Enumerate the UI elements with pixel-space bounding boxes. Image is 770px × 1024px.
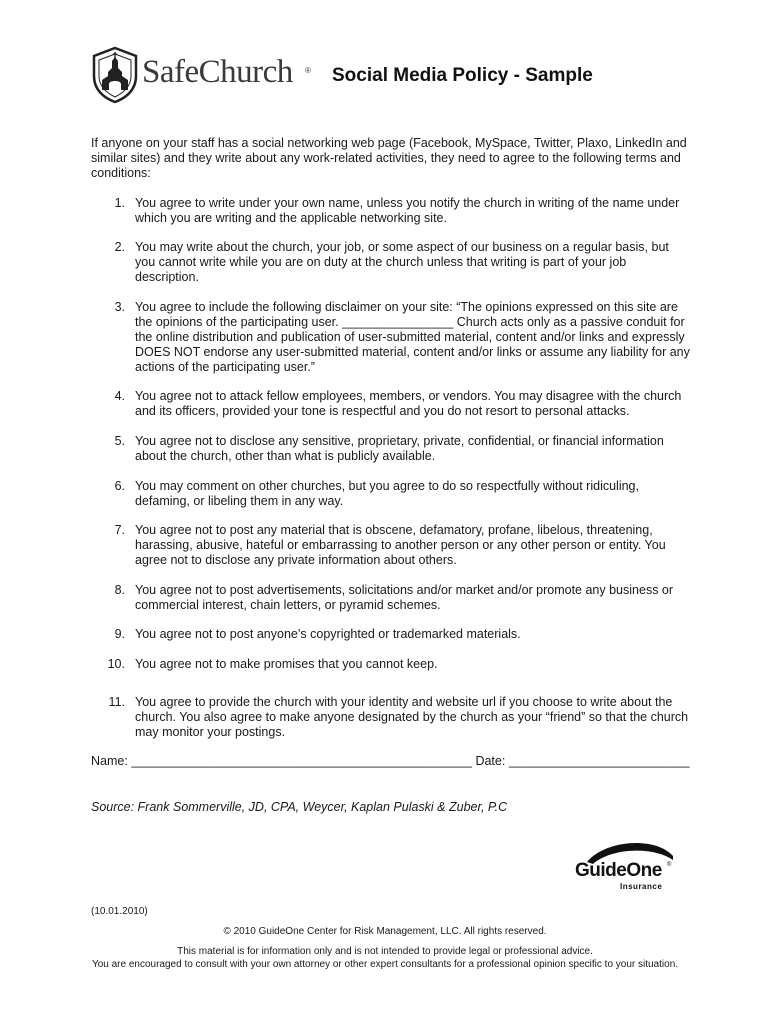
document-header	[92, 46, 712, 106]
source-citation: Source: Frank Sommerville, JD, CPA, Weycer, Kaplan Pulaski & Zuber, P.C	[91, 800, 508, 814]
item-text: You agree to provide the church with your identity and website url if you choose to write about the church. You also agree to make anyone designated by the church as your “friend” so that the church may monitor your postings.	[135, 695, 689, 739]
policy-item-6	[91, 479, 691, 509]
item-number: 6.	[114, 479, 125, 493]
intro-paragraph: If anyone on your staff has a social networking web page (Facebook, MySpace, Twitter, Plaxo, LinkedIn and similar sites) and they write about any work-related activities, they need to agree to the following terms and conditions:	[91, 136, 687, 180]
item-number: 3.	[114, 300, 125, 314]
item-text: You agree not to disclose any sensitive, proprietary, private, confidential, or financial information about the church, other than what is publicly available.	[135, 434, 664, 463]
shield-church-icon	[92, 46, 138, 104]
policy-item-10	[91, 657, 691, 672]
policy-item-5	[91, 434, 691, 464]
registered-mark: ®	[305, 66, 311, 75]
item-text: You may comment on other churches, but you agree to do so respectfully without ridiculing, defaming, or libeling them in any way.	[135, 479, 639, 508]
item-number: 4.	[114, 389, 125, 403]
name-blank: _________________________________________________	[131, 754, 472, 768]
item-text: You agree to include the following disclaimer on your site: “The opinions expressed on this site are the opinions of the participating user. ________________ Church acts only as a passive conduit for the online distribution and publication of user-submitted material, content and/or links and expressly DOES NOT endorse any user-submitted material, content and/or links or assume any liability for any actions of the participating user.”	[135, 300, 690, 374]
guideone-registered-mark: ®	[667, 862, 672, 868]
item-number: 7.	[114, 523, 125, 537]
item-number: 5.	[114, 434, 125, 448]
item-text: You agree not to post any material that is obscene, defamatory, profane, libelous, threatening, harassing, abusive, hateful or embarrassing to another person or any other person or entity. You agree not to disclose any private information about others.	[135, 523, 666, 567]
item-text: You may write about the church, your job, or some aspect of our business on a regular basis, but you cannot write while you are on duty at the church unless that writing is part of your job description.	[135, 240, 669, 284]
item-number: 2.	[114, 240, 125, 254]
document-date: (10.01.2010)	[91, 906, 148, 917]
disclaimer-line-1: This material is for information only and is not intended to provide legal or professional advice.	[177, 946, 593, 957]
policy-item-9	[91, 627, 691, 642]
policy-item-8	[91, 583, 691, 613]
page-title: Social Media Policy - Sample	[332, 65, 593, 86]
item-text: You agree not to post advertisements, solicitations and/or market and/or promote any business or commercial interest, chain letters, or pyramid schemes.	[135, 583, 674, 612]
item-text: You agree to write under your own name, unless you notify the church in writing of the name under which you are writing and the applicable networking site.	[135, 196, 680, 225]
item-text: You agree not to make promises that you cannot keep.	[135, 657, 438, 671]
date-label: Date:	[475, 754, 506, 768]
disclaimer-line-2: You are encouraged to consult with your own attorney or other expert consultants for a professional opinion specific to your situation.	[91, 959, 679, 970]
policy-item-1	[91, 196, 691, 226]
copyright-notice: © 2010 GuideOne Center for Risk Management, LLC. All rights reserved.	[223, 926, 547, 937]
safechurch-logo-text: SafeChurch	[142, 54, 293, 90]
policy-item-11	[91, 695, 691, 740]
item-number: 10.	[107, 657, 125, 671]
item-number: 11.	[108, 695, 125, 709]
signature-line	[91, 754, 690, 768]
item-number: 1.	[114, 196, 125, 210]
item-text: You agree not to attack fellow employees, members, or vendors. You may disagree with the church and its officers, provided your tone is respectful and you do not resort to personal attacks.	[135, 389, 682, 418]
policy-item-4	[91, 389, 691, 419]
item-text: You agree not to post anyone’s copyrighted or trademarked materials.	[135, 627, 521, 641]
guideone-logo-subtitle: Insurance	[620, 882, 663, 891]
item-number: 9.	[114, 627, 125, 641]
guideone-logo-text: GuideOne	[575, 860, 662, 881]
policy-item-7	[91, 523, 691, 568]
date-blank: __________________________	[508, 754, 690, 768]
policy-item-2	[91, 240, 691, 285]
item-number: 8.	[114, 583, 125, 597]
name-label: Name:	[91, 754, 128, 768]
policy-item-3	[91, 300, 691, 375]
